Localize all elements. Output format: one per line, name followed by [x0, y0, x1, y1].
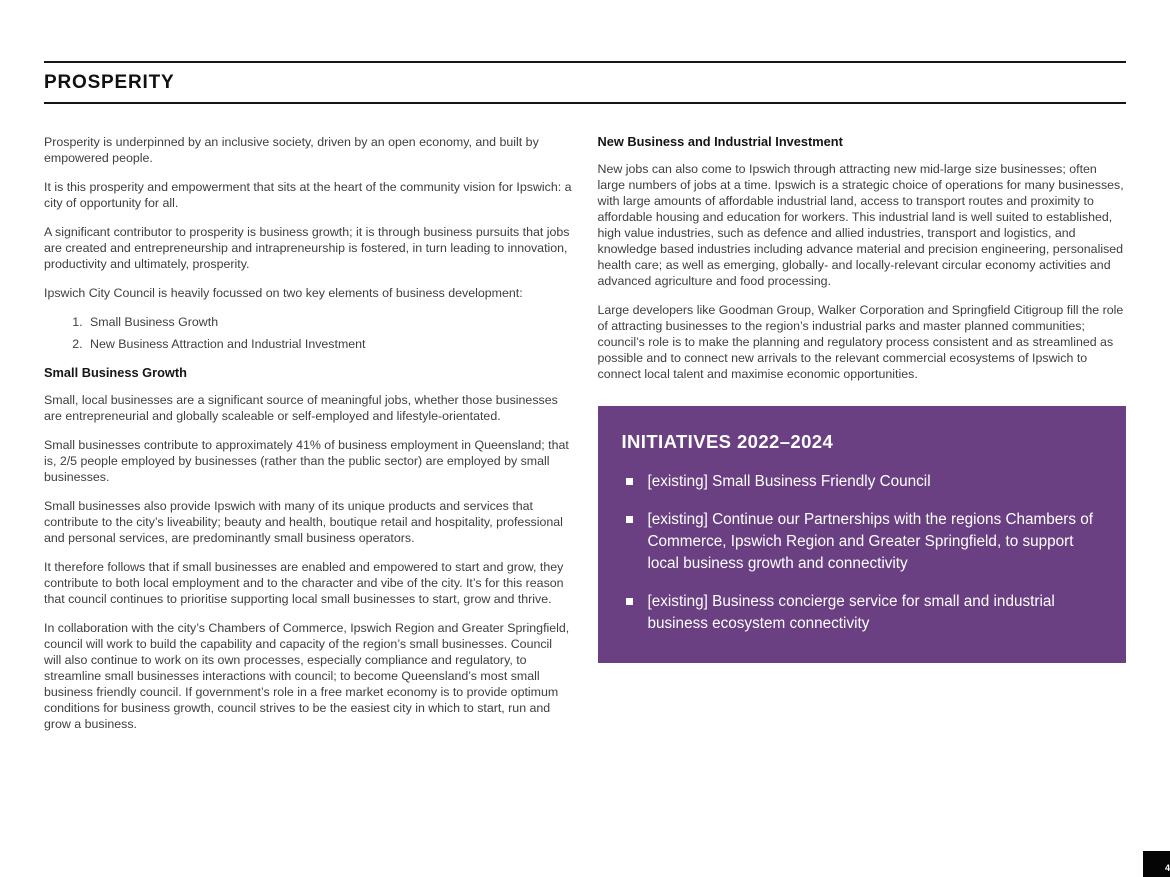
paragraph: Prosperity is underpinned by an inclusive society, driven by an open economy, and built by empowered people. [44, 135, 539, 165]
initiatives-title: INITIATIVES 2022–2024 [621, 431, 834, 452]
initiative-item [626, 509, 1097, 575]
paragraph: It is this prosperity and empowerment that sits at the heart of the community vision for Ipswich: a city of opportunity for all. [44, 180, 572, 210]
square-bullet-icon [626, 478, 633, 485]
numbered-list [44, 314, 573, 352]
two-column-body [44, 134, 1126, 745]
paragraph: Large developers like Goodman Group, Walker Corporation and Springfield Citigroup fill the role of attracting businesses to the region’s industrial parks and master planned communities; council’s role is to make the planning and regulatory process consistent and as streamlined as possible and to connect new arrivals to the relevant commercial ecosystems of Ipswich to connect local talent and maximise economic opportunities. [597, 303, 1124, 381]
subheading-small-business-growth: Small Business Growth [44, 365, 187, 380]
initiative-item [626, 471, 1097, 493]
numbered-list-item: 1. Small Business Growth [86, 314, 573, 330]
square-bullet-icon [626, 598, 633, 605]
page-number: 4 [1164, 863, 1170, 873]
left-column [44, 134, 573, 745]
page-title: PROSPERITY [44, 72, 175, 93]
numbered-list-item: 2. New Business Attraction and Industrial Investment [86, 336, 573, 352]
document-page [0, 61, 1170, 877]
page-corner-tab [1143, 851, 1170, 877]
paragraph: It therefore follows that if small businesses are enabled and empowered to start and grow, they contribute to both local employment and to the character and vibe of the city. It’s for this reason that council continues to prioritise supporting local small businesses to start, grow and thrive. [44, 560, 564, 606]
square-bullet-icon [626, 516, 633, 523]
initiative-item [626, 591, 1097, 635]
initiative-item-text: [existing] Business concierge service for small and industrial business ecosystem connectivity [647, 593, 1055, 633]
right-column [598, 134, 1127, 745]
initiatives-list [622, 471, 1097, 635]
initiative-item-text: [existing] Continue our Partnerships with the regions Chambers of Commerce, Ipswich Region and Greater Springfield, to support local business growth and connectivity [647, 511, 1094, 573]
paragraph: New jobs can also come to Ipswich through attracting new mid-large size businesses; often large numbers of jobs at a time. Ipswich is a strategic choice of operations for many businesses, with large amounts of affordable industrial land, access to transport routes and proximity to affordable housing and education for workers. This industrial land is well suited to established, high value industries, such as defence and allied industries, transport and logistics, and knowledge based industries including advance material and precision engineering, personalised health care; as well as emerging, globally- and locally-relevant circular economy activities and advanced agriculture and food processing. [597, 162, 1124, 288]
initiatives-box [598, 406, 1127, 663]
page-header [44, 61, 1126, 104]
paragraph: Ipswich City Council is heavily focussed on two key elements of business development: [44, 286, 523, 300]
paragraph: Small businesses contribute to approximately 41% of business employment in Queensland; that is, 2/5 people employed by businesses (rather than the public sector) are employed by small businesses. [44, 438, 569, 484]
paragraph: Small, local businesses are a significant source of meaningful jobs, whether those businesses are entrepreneurial and globally scaleable or self-employed and lifestyle-orientated. [44, 393, 558, 423]
header-bottom-rule [44, 102, 1126, 104]
paragraph: Small businesses also provide Ipswich with many of its unique products and services that contribute to the city’s liveability; beauty and health, boutique retail and hospitality, professional and personal services, are predominantly small business operators. [44, 499, 563, 545]
paragraph: A significant contributor to prosperity is business growth; it is through business pursuits that jobs are created and entrepreneurship and intrapreneurship is fostered, in turn leading to innovation, productivity and ultimately, prosperity. [44, 225, 570, 271]
paragraph: In collaboration with the city’s Chambers of Commerce, Ipswich Region and Greater Springfield, council will work to build the capability and capacity of the region’s small businesses. Council will also continue to work on its own processes, especially compliance and regulatory, to streamline small businesses interactions with council; to become Queensland’s most small business friendly council. If government’s role in a free market economy is to provide optimum conditions for business growth, council strives to be the easiest city in which to start, run and grow a business. [44, 621, 570, 731]
subheading-new-business-investment: New Business and Industrial Investment [597, 134, 843, 149]
initiative-item-text: [existing] Small Business Friendly Council [647, 473, 931, 490]
